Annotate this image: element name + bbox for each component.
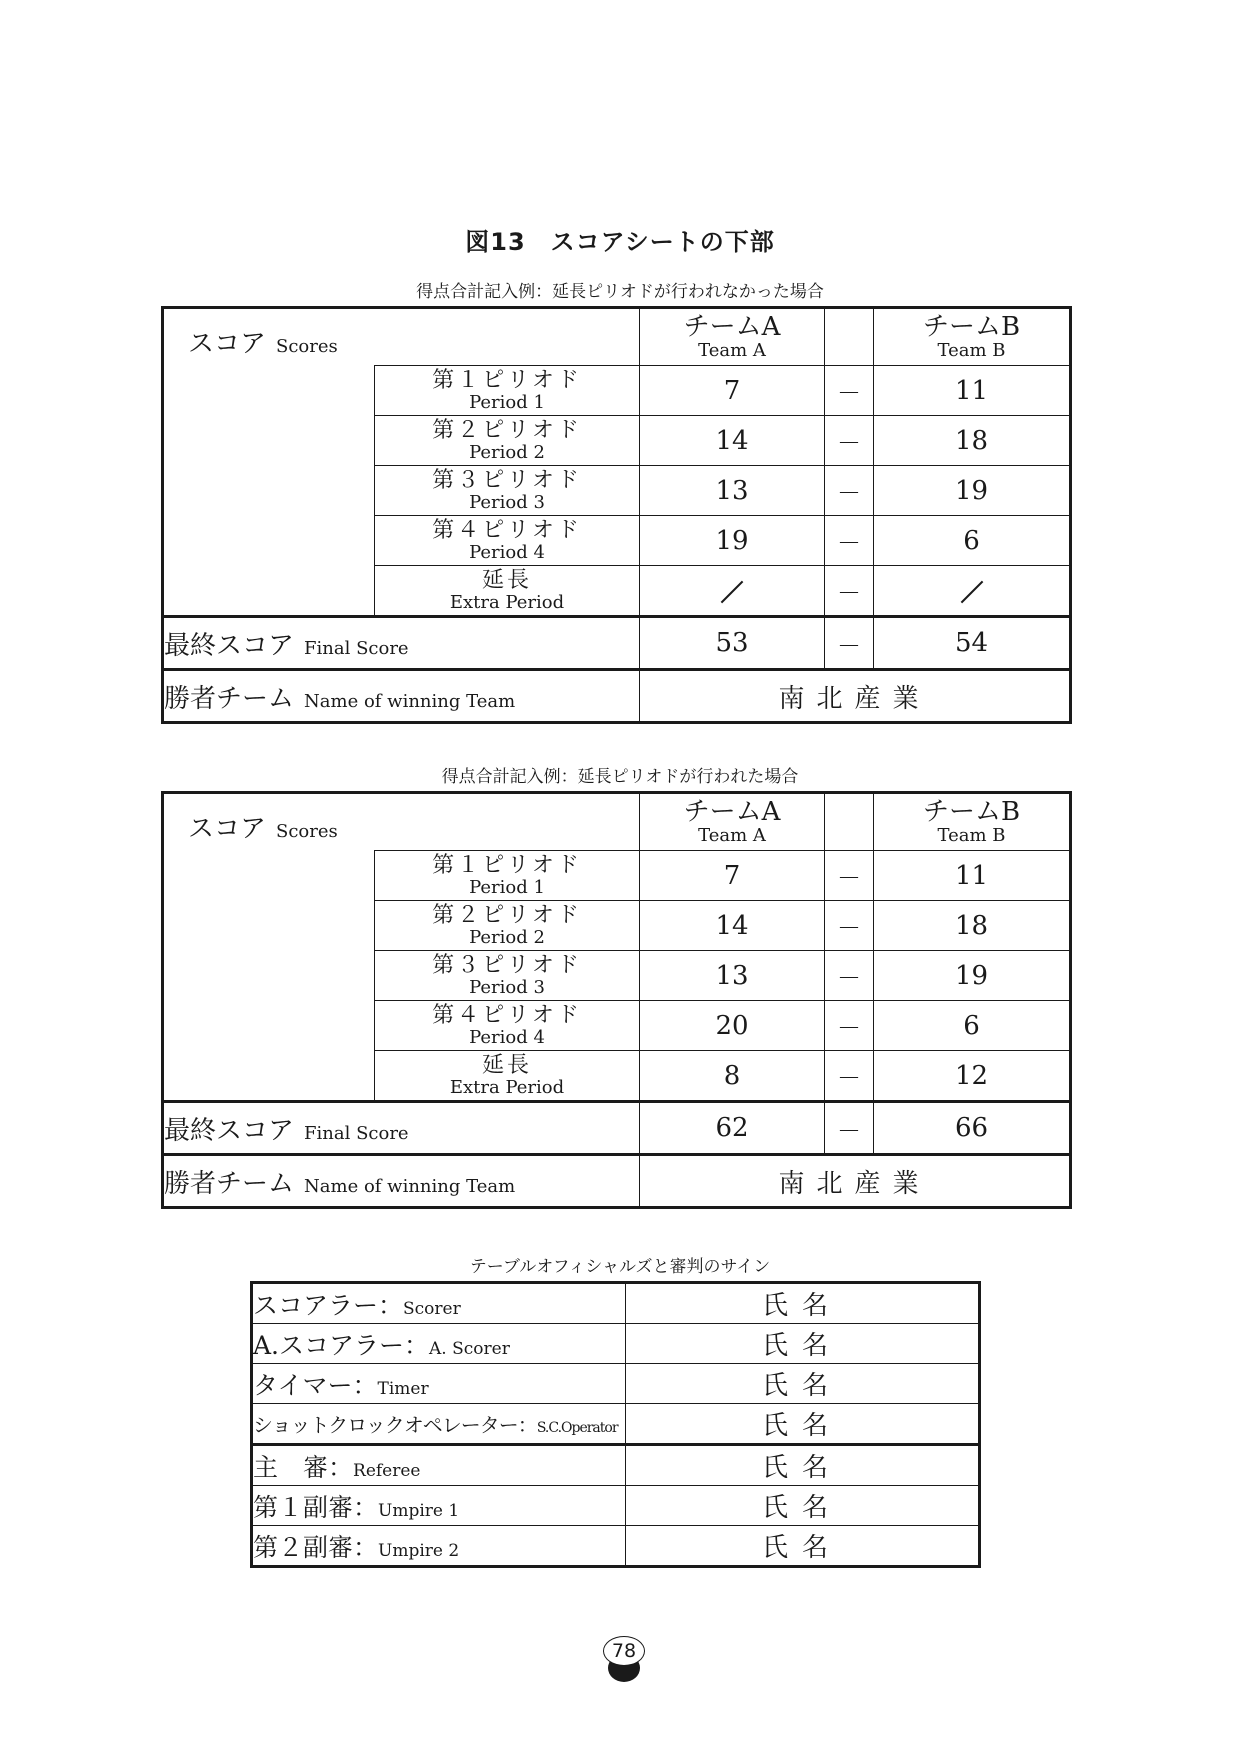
period-label (375, 951, 640, 1001)
role-en: Umpire 1 (378, 1500, 460, 1521)
period-label-en: Period 2 (469, 441, 545, 463)
dash-header (825, 308, 874, 366)
period-label (375, 1051, 640, 1102)
slash-mark (960, 580, 983, 603)
team-b-jp: チームB (922, 312, 1021, 342)
role-jp: 第２副審： (253, 1532, 379, 1562)
role-en: Referee (353, 1460, 421, 1481)
team-b-score: 6 (874, 516, 1071, 566)
team-a-score: 14 (640, 416, 825, 466)
role-jp: スコアラー： (253, 1290, 404, 1320)
signature-name: 氏名 (626, 1486, 980, 1526)
final-score-jp: 最終スコア (164, 630, 295, 661)
period-label-en: Period 1 (469, 391, 545, 413)
period-row (163, 851, 1071, 901)
role-jp: タイマー： (253, 1370, 378, 1400)
score-dash: － (825, 1001, 874, 1051)
team-a-header (640, 308, 825, 366)
winner-jp: 勝者チーム (164, 683, 295, 714)
scores-header-cell (163, 308, 640, 366)
final-score-b: 66 (874, 1102, 1071, 1155)
scores-label-en: Scores (276, 336, 338, 357)
team-a-score: 7 (640, 851, 825, 901)
signature-row (252, 1445, 980, 1486)
scores-header-cell (163, 793, 640, 851)
winner-name: 南北産業 (640, 670, 1071, 723)
role-en: Timer (377, 1378, 429, 1399)
table2-caption: 得点合計記入例：延長ピリオドが行われた場合 (441, 767, 799, 787)
score-dash: － (825, 951, 874, 1001)
signature-name: 氏名 (626, 1404, 980, 1445)
winner-row (163, 670, 1071, 723)
period-label (375, 566, 640, 617)
score-dash: － (825, 1051, 874, 1102)
period-label (375, 851, 640, 901)
period-label (375, 416, 640, 466)
signature-row (252, 1324, 980, 1364)
period-label-jp: 延長 (482, 1052, 533, 1078)
team-a-score: 7 (640, 366, 825, 416)
team-b-header (874, 308, 1071, 366)
final-score-a: 53 (640, 617, 825, 670)
signature-table (250, 1281, 981, 1568)
team-b-score: 19 (874, 951, 1071, 1001)
signature-row (252, 1486, 980, 1526)
team-a-header (640, 793, 825, 851)
final-score-dash: － (825, 617, 874, 670)
team-a-score: 13 (640, 466, 825, 516)
period-label (375, 466, 640, 516)
winner-jp: 勝者チーム (164, 1168, 295, 1199)
role-en: Umpire 2 (378, 1540, 460, 1561)
signature-role (252, 1404, 626, 1445)
signature-role (252, 1364, 626, 1404)
final-score-a: 62 (640, 1102, 825, 1155)
page-number: 78 (603, 1636, 645, 1666)
final-score-jp: 最終スコア (164, 1115, 295, 1146)
period-label-en: Period 3 (469, 976, 545, 998)
winner-row (163, 1155, 1071, 1208)
period-label-en: Extra Period (449, 1076, 565, 1098)
signature-name: 氏名 (626, 1283, 980, 1324)
team-a-score: 20 (640, 1001, 825, 1051)
role-jp: 第１副審： (253, 1492, 379, 1522)
team-a-score: 14 (640, 901, 825, 951)
final-score-dash: － (825, 1102, 874, 1155)
period-label-en: Period 2 (469, 926, 545, 948)
period-label-jp: 第３ピリオド (432, 952, 582, 978)
team-b-score: 19 (874, 466, 1071, 516)
blank-cell (163, 366, 375, 617)
signature-role (252, 1283, 626, 1324)
dash-header (825, 793, 874, 851)
team-a-score: 13 (640, 951, 825, 1001)
winner-label (163, 670, 640, 723)
winner-name: 南北産業 (640, 1155, 1071, 1208)
period-label (375, 1001, 640, 1051)
team-a-jp: チームA (683, 797, 781, 827)
period-label-jp: 延長 (482, 567, 533, 593)
team-a-jp: チームA (683, 312, 781, 342)
team-b-jp: チームB (922, 797, 1021, 827)
team-b-en: Team B (937, 340, 1006, 361)
blank-cell (163, 851, 375, 1102)
winner-en: Name of winning Team (304, 1175, 516, 1197)
signature-role (252, 1445, 626, 1486)
signature-name: 氏名 (626, 1526, 980, 1567)
period-label-en: Period 4 (469, 541, 545, 563)
signature-row (252, 1283, 980, 1324)
figure-title: 図13 スコアシートの下部 (465, 228, 775, 256)
period-label-jp: 第２ピリオド (432, 417, 582, 443)
signature-role (252, 1526, 626, 1567)
signature-row (252, 1404, 980, 1445)
final-score-en: Final Score (304, 637, 409, 659)
signature-name: 氏名 (626, 1324, 980, 1364)
scores-label-en: Scores (276, 821, 338, 842)
final-score-en: Final Score (304, 1122, 409, 1144)
team-b-score: 6 (874, 1001, 1071, 1051)
period-label-en: Period 3 (469, 491, 545, 513)
signature-name: 氏名 (626, 1445, 980, 1486)
team-a-score: 8 (640, 1051, 825, 1102)
period-label (375, 901, 640, 951)
team-b-header (874, 793, 1071, 851)
final-score-b: 54 (874, 617, 1071, 670)
score-table-2 (161, 791, 1072, 1209)
role-jp: A.スコアラー： (253, 1330, 430, 1360)
score-dash: － (825, 366, 874, 416)
score-dash: － (825, 566, 874, 617)
final-score-label (163, 1102, 640, 1155)
final-score-row (163, 1102, 1071, 1155)
team-b-score-slash (874, 566, 1071, 617)
table1-caption: 得点合計記入例：延長ピリオドが行われなかった場合 (416, 282, 824, 302)
signatures-caption: テーブルオフィシャルズと審判のサイン (469, 1257, 771, 1277)
period-label (375, 516, 640, 566)
scores-label-jp: スコア (188, 814, 267, 844)
scores-label-jp: スコア (188, 329, 267, 359)
score-table-1 (161, 306, 1072, 724)
team-a-en: Team A (698, 825, 766, 846)
team-b-score: 11 (874, 851, 1071, 901)
signature-name: 氏名 (626, 1364, 980, 1404)
period-label (375, 366, 640, 416)
team-b-score: 12 (874, 1051, 1071, 1102)
score-dash: － (825, 901, 874, 951)
role-en: Scorer (403, 1298, 461, 1319)
team-b-score: 11 (874, 366, 1071, 416)
signature-role (252, 1324, 626, 1364)
period-label-en: Period 4 (469, 1026, 545, 1048)
signature-row (252, 1526, 980, 1567)
signature-row (252, 1364, 980, 1404)
score-dash: － (825, 416, 874, 466)
period-label-jp: 第２ピリオド (432, 902, 582, 928)
final-score-row (163, 617, 1071, 670)
page-number-badge (603, 1636, 645, 1692)
period-label-jp: 第３ピリオド (432, 467, 582, 493)
period-label-en: Extra Period (449, 591, 565, 613)
signature-role (252, 1486, 626, 1526)
team-b-en: Team B (937, 825, 1006, 846)
period-label-jp: 第１ピリオド (432, 852, 582, 878)
period-label-jp: 第４ピリオド (432, 1002, 582, 1028)
winner-label (163, 1155, 640, 1208)
final-score-label (163, 617, 640, 670)
team-b-score: 18 (874, 901, 1071, 951)
team-a-en: Team A (698, 340, 766, 361)
team-b-score: 18 (874, 416, 1071, 466)
period-label-jp: 第４ピリオド (432, 517, 582, 543)
slash-mark (721, 580, 744, 603)
period-label-jp: 第１ピリオド (432, 367, 582, 393)
winner-en: Name of winning Team (304, 690, 516, 712)
role-jp: 主 審： (253, 1452, 354, 1482)
team-a-score: 19 (640, 516, 825, 566)
period-label-en: Period 1 (469, 876, 545, 898)
role-jp: ショットクロックオペレーター： (253, 1413, 537, 1437)
score-dash: － (825, 851, 874, 901)
score-dash: － (825, 516, 874, 566)
role-en: A. Scorer (429, 1338, 510, 1359)
team-a-score-slash (640, 566, 825, 617)
period-row (163, 366, 1071, 416)
score-dash: － (825, 466, 874, 516)
role-en: S.C.Operator (536, 1420, 618, 1436)
